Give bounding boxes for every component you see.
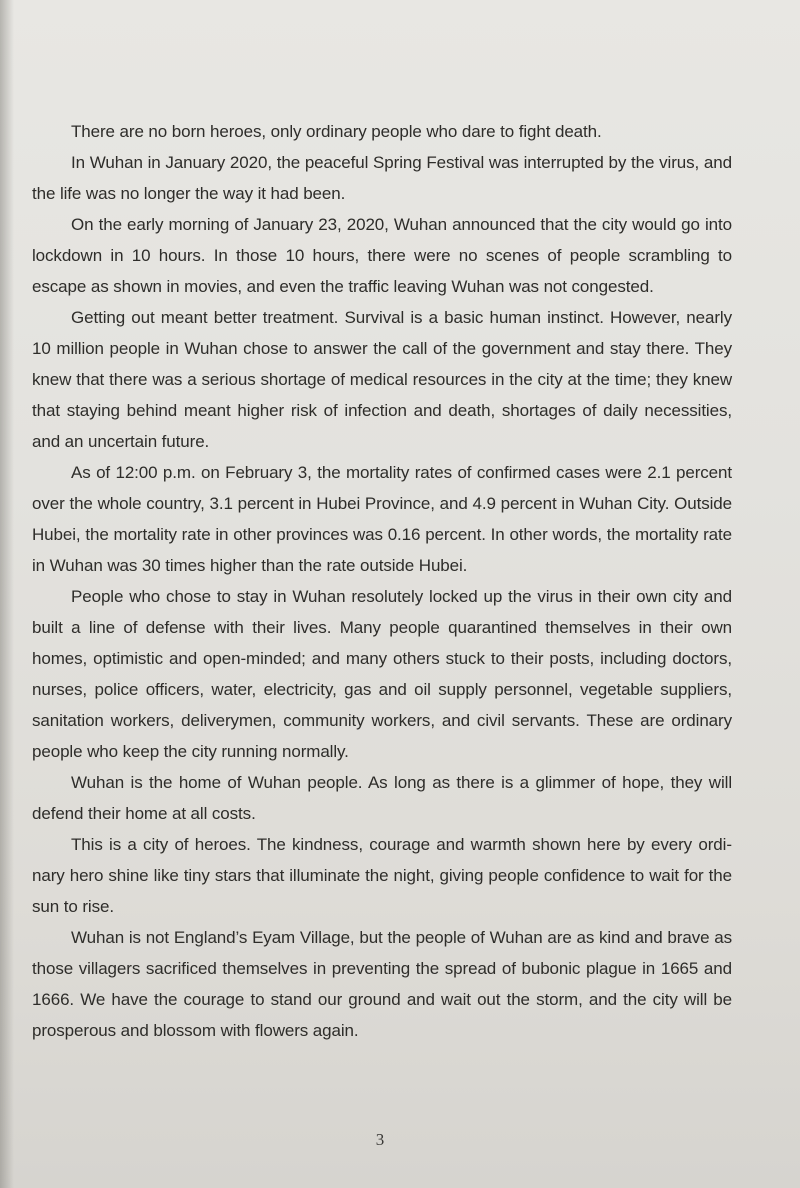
paragraph-2: In Wuhan in January 2020, the peaceful Spring Festival was interrupted by the virus, and the life was no longer the way it had been. [32, 153, 732, 203]
paragraph-5: As of 12:00 p.m. on February 3, the mortality rates of confirmed cases were 2.1 percent over the whole country, 3.1 percent in Hubei Province, and 4.9 percent in Wuhan City. Outside Hubei, the mortality rate in other provinces was 0.16 percent. In other words, the mortality rate in Wuhan was 30 times higher than the rate outside Hubei. [32, 463, 732, 575]
paragraph-1: There are no born heroes, only ordinary people who dare to fight death. [71, 122, 602, 141]
body-text [32, 116, 732, 1046]
paragraph-8: This is a city of heroes. The kindness, courage and warmth shown here by every ordinary hero shine like tiny stars that illuminate the night, giving people confidence to wait for the sun to rise. [32, 835, 732, 916]
page-edge-shadow [0, 0, 14, 1188]
paragraph-9: Wuhan is not England’s Eyam Village, but the people of Wuhan are as kind and brave as those villagers sacrificed themselves in preventing the spread of bubonic plague in 1665 and 1666. We have the courage to stand our ground and wait out the storm, and the city will be prosperous and blossom with flowers again. [32, 928, 732, 1040]
paragraph-3: On the early morning of January 23, 2020, Wuhan announced that the city would go into lockdown in 10 hours. In those 10 hours, there were no scenes of people scrambling to escape as shown in movies, and even the traffic leaving Wuhan was not congested. [32, 215, 732, 296]
paragraph-6: People who chose to stay in Wuhan resolutely locked up the virus in their own city and built a line of defense with their lives. Many people quarantined themselves in their own homes, optimistic and open-minded; and many others stuck to their posts, including doctors, nurses, police officers, water, electricity, gas and oil supply personnel, vegetable suppliers, sanitation workers, deliverymen, community workers, and civil servants. These are ordinary people who keep the city running normally. [32, 587, 732, 761]
page-number: 3 [375, 1130, 385, 1149]
paragraph-4: Getting out meant better treatment. Survival is a basic human instinct. However, nearly 10 million people in Wuhan chose to answer the call of the government and stay there. They knew that there was a serious shortage of medical resources in the city at the time; they knew that staying behind meant higher risk of infection and death, shortages of daily necessities, and an uncertain future. [32, 308, 732, 451]
paragraph-7: Wuhan is the home of Wuhan people. As long as there is a glimmer of hope, they will defend their home at all costs. [32, 773, 732, 823]
